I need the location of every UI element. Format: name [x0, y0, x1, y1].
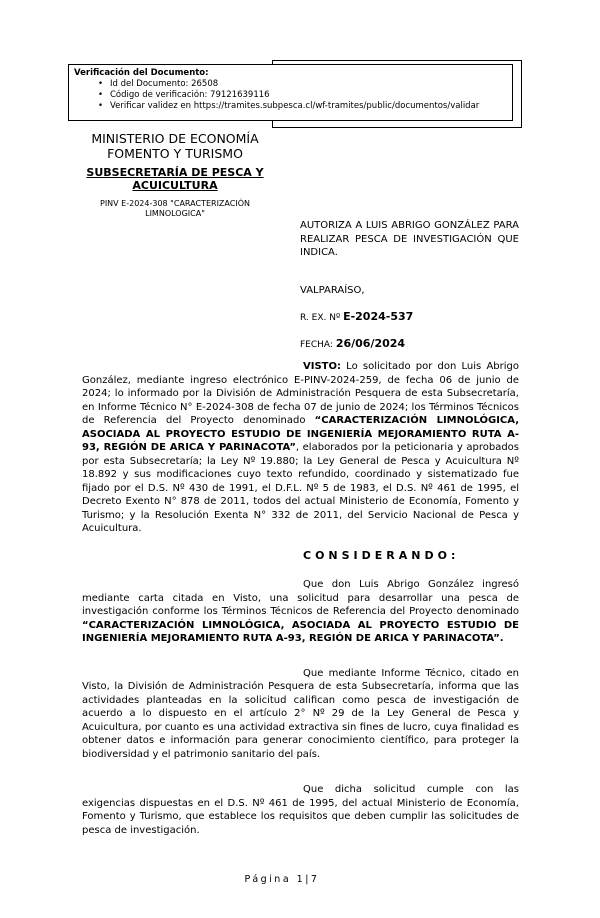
- text-segment: , elaborados por la peticionaria y aprobados por esta Subsecretaría; la Ley Nº 19.880; la Ley General de Pesca y Acuicultura Nº 18.892 y sus modificaciones cuyo texto refundido, coordinado y sistematizado fue fijado por el D.S. Nº 430 de 1991, el D.F.L. Nº 5 de 1983, el D.S. Nº 461 de 1995, el Decreto Exento N° 878 de 2011, todos del actual Ministerio de Economía, Fomento y Turismo; y la Resolución Exenta N° 332 de 2011, del Servicio Nacional de Pesca y Acuicultura.: [82, 442, 519, 534]
- text-segment: “CARACTERIZACIÓN LIMNOLÓGICA, ASOCIADA AL PROYECTO ESTUDIO DE INGENIERÍA MEJORAMIENTO RUTA A-93, REGIÓN DE ARICA Y PARINACOTA”.: [82, 619, 519, 644]
- text-segment: Que mediante Informe Técnico, citado en Visto, la División de Administración Pesquera de esta Subsecretaría, informa que las actividades planteadas en la solicitud califican como pesca de investigación de acuerdo a lo dispuesto en el artículo 2° Nº 29 de la Ley General de Pesca y Acuicultura, por cuanto es una actividad extractiva sin fines de lucro, cuya finalidad es obtener datos e información para generar conocimiento científico, para proteger la biodiversidad y el patrimonio sanitario del país.: [82, 667, 519, 760]
- verification-item-text: Código de verificación: 79121639116: [110, 90, 270, 100]
- considerando-paragraph-3: [82, 783, 519, 837]
- resolution-heading-column: [300, 219, 519, 352]
- resolution-subject: AUTORIZA A LUIS ABRIGO GONZÁLEZ PARA REALIZAR PESCA DE INVESTIGACIÓN QUE INDICA.: [300, 220, 519, 258]
- document-body: [82, 360, 519, 837]
- verification-item-url: [98, 101, 507, 112]
- bullet-icon: •: [98, 79, 104, 89]
- verification-item-code: [98, 90, 507, 101]
- resolution-number-label: R. EX. Nº: [300, 313, 344, 323]
- text-segment: Que don Luis Abrigo González ingresó mediante carta citada en Visto, una solicitud para desarrollar una pesca de investigación conforme los Términos Técnicos de Referencia del Proyecto denominado: [82, 579, 519, 617]
- resolution-city: VALPARAÍSO,: [300, 284, 365, 296]
- bullet-icon: •: [98, 101, 104, 111]
- resolution-date-label: FECHA:: [300, 339, 336, 350]
- ministry-name-line1: MINISTERIO DE ECONOMÍA: [91, 131, 259, 146]
- text-segment: VISTO:: [303, 361, 341, 372]
- verification-url-text: Verificar validez en https://tramites.subpesca.cl/wf-tramites/public/documentos/validar: [110, 101, 480, 111]
- bullet-icon: •: [98, 90, 104, 100]
- considerando-heading: CONSIDERANDO:: [303, 548, 460, 562]
- text-segment: Lo solicitado por don Luis Abrigo González, mediante ingreso electrónico E-PINV-2024-259, de fecha 06 de junio de 2024; lo informado por la División de Administración Pesquera de esta Subsecretaría, en Informe Técnico N° E-2024-308 de fecha 07 de junio de 2024; los Términos Técnicos de Referencia del Proyecto denominado: [82, 361, 519, 426]
- resolution-number-value: E-2024-537: [343, 310, 414, 323]
- visto-paragraph: [82, 360, 519, 536]
- text-segment: Que dicha solicitud cumple con las exigencias dispuestas en el D.S. Nº 461 de 1995, del actual Ministerio de Economía, Fomento y Turismo, que establece los requisitos que deben cumplir las solicitudes de pesca de investigación.: [82, 784, 519, 836]
- project-reference: PINV E-2024-308 "CARACTERIZACIÓN LIMNOLOGICA": [100, 199, 250, 218]
- resolution-date-value: 26/06/2024: [335, 336, 406, 350]
- resolution-number: [300, 310, 519, 326]
- resolution-date: [300, 337, 519, 353]
- letterhead: [35, 131, 315, 219]
- considerando-paragraph-2: [82, 667, 519, 762]
- ministry-name-line2: FOMENTO Y TURISMO: [107, 146, 243, 161]
- considerando-paragraph-1: [82, 578, 519, 646]
- verification-box: [68, 64, 513, 121]
- verification-item-id: [98, 79, 507, 90]
- subsecretaria-title: SUBSECRETARÍA DE PESCA Y ACUICULTURA: [86, 166, 264, 192]
- page-number: Página 1|7: [244, 874, 320, 885]
- verification-title: Verificación del Documento:: [74, 68, 209, 78]
- verification-item-text: Id del Documento: 26508: [110, 79, 219, 89]
- text-segment: “CARACTERIZACIÓN LIMNOLÓGICA, ASOCIADA AL PROYECTO ESTUDIO DE INGENIERÍA MEJORAMIENTO RUTA A-93, REGIÓN DE ARICA Y PARINACOTA”: [82, 415, 519, 453]
